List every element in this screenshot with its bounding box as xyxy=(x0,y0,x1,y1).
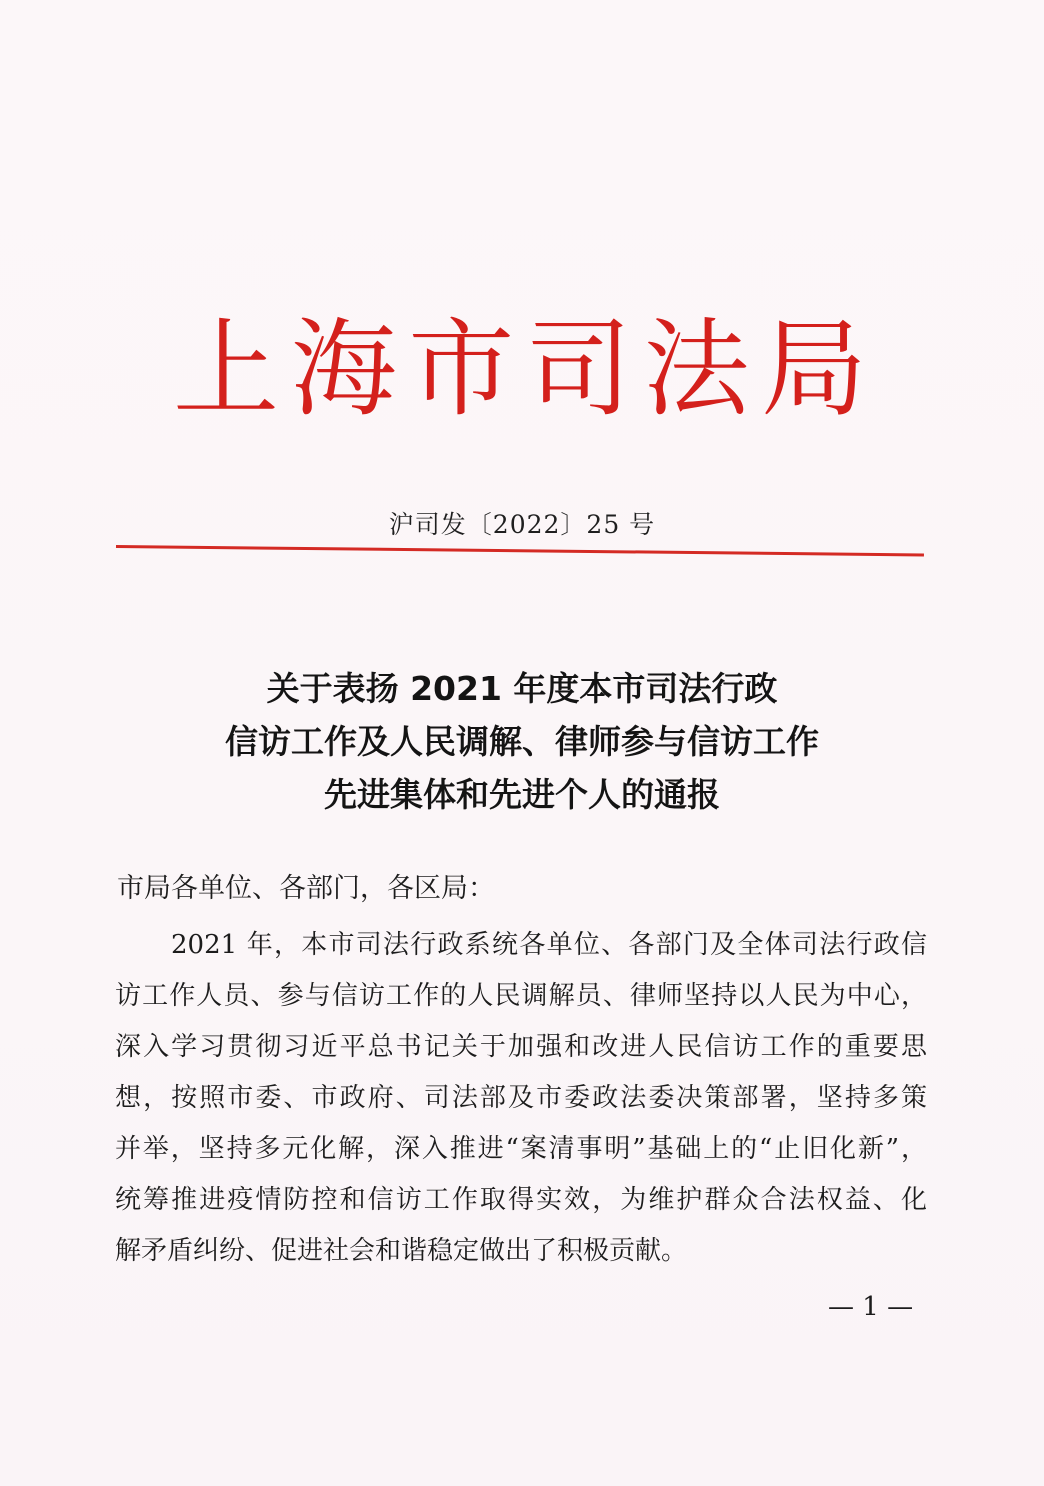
body-line: 想，按照市委、市政府、司法部及市委政法委决策部署，坚持多策 xyxy=(115,1083,927,1113)
document-number: 沪司发〔2022〕25 号 xyxy=(388,510,656,539)
page-number: — 1 — xyxy=(828,1292,914,1322)
salutation: 市局各单位、各部门，各区局： xyxy=(117,873,495,904)
masthead-title xyxy=(170,305,870,435)
body-paragraph xyxy=(115,920,927,1277)
title-line: 关于表扬 2021 年度本市司法行政 xyxy=(266,669,778,708)
body-line: 统筹推进疫情防控和信访工作取得实效，为维护群众合法权益、化 xyxy=(115,1185,927,1215)
masthead-char: 司 xyxy=(525,308,632,431)
red-divider-line xyxy=(116,545,924,556)
masthead-char: 法 xyxy=(643,308,750,431)
title-line: 信访工作及人民调解、律师参与信访工作 xyxy=(225,722,819,761)
body-line: 深入学习贯彻习近平总书记关于加强和改进人民信访工作的重要思 xyxy=(115,1032,927,1062)
body-line: 并举，坚持多元化解，深入推进“案清事明”基础上的“止旧化新”， xyxy=(115,1134,927,1164)
document-title xyxy=(0,662,1044,821)
body-line: 解矛盾纠纷、促进社会和谐稳定做出了积极贡献。 xyxy=(115,1236,688,1266)
masthead-char: 海 xyxy=(290,308,397,431)
title-line: 先进集体和先进个人的通报 xyxy=(324,775,720,814)
masthead-char: 上 xyxy=(173,308,279,431)
body-line: 访工作人员、参与信访工作的人民调解员、律师坚持以人民为中心， xyxy=(115,981,927,1011)
body-line: 2021 年，本市司法行政系统各单位、各部门及全体司法行政信 xyxy=(171,930,927,960)
masthead-char: 局 xyxy=(760,308,867,431)
masthead-char: 市 xyxy=(408,308,515,431)
